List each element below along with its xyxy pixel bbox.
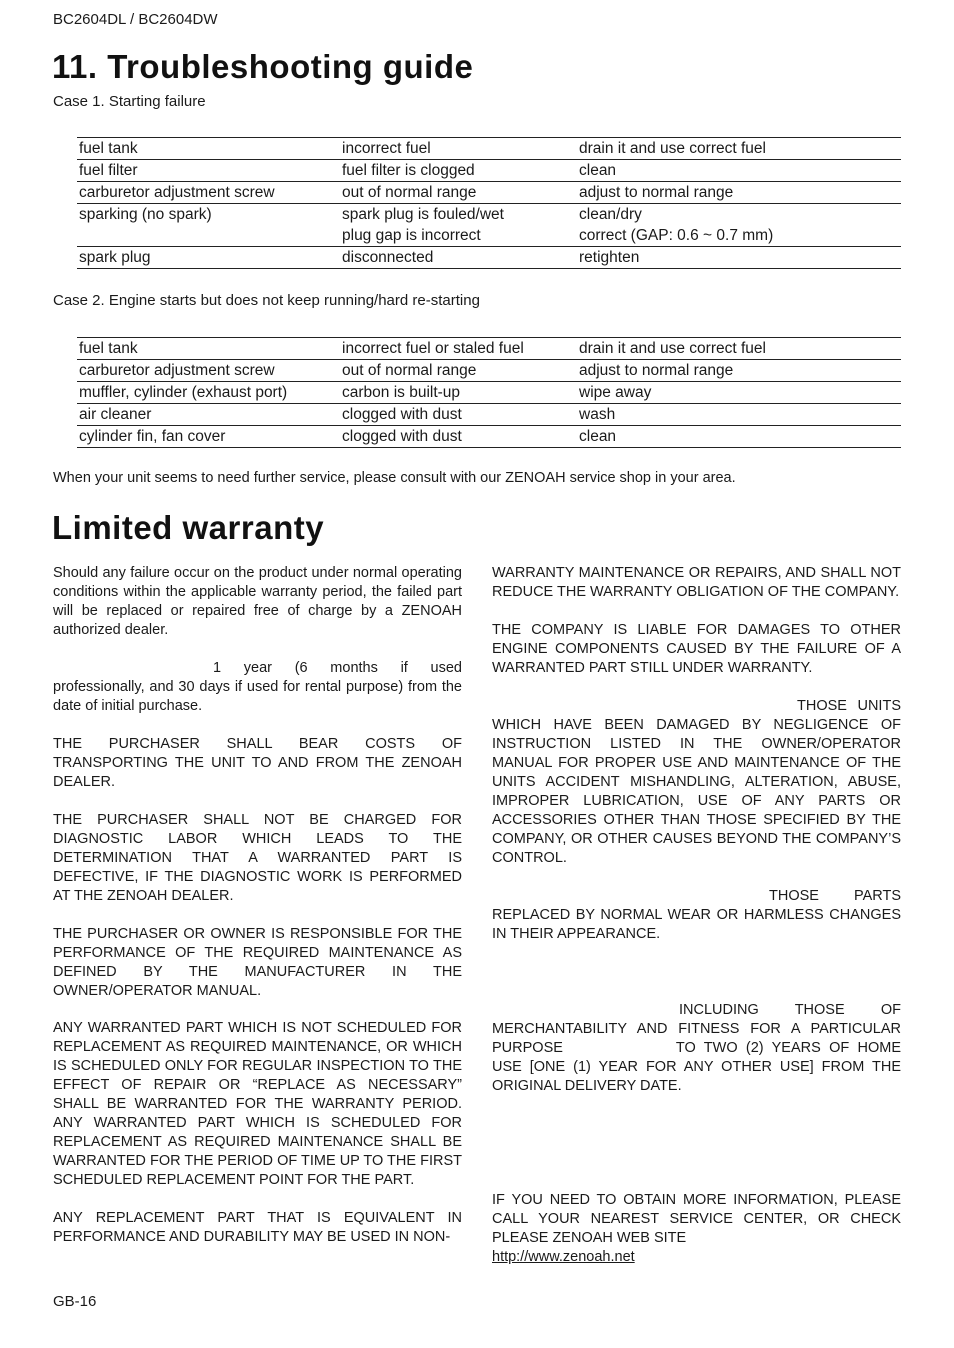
- table-row: [77, 338, 901, 360]
- warranty-contact-paragraph: [492, 1191, 901, 1267]
- part-cell: fuel tank: [77, 138, 340, 160]
- cause-cell: spark plug is fouled/wet: [340, 204, 577, 226]
- warranty-exclusion-parts: THOSE PARTS REPLACED BY NORMAL WEAR OR HARMLESS CHANGES IN THEIR APPEARANCE.: [492, 888, 901, 942]
- remedy-cell: clean: [577, 426, 901, 448]
- warranty-implied-text-b: TO TWO (2) YEARS OF HOME USE [ONE (1) YEAR FOR ANY OTHER USE] FROM THE ORIGINAL DELIVERY DATE.: [492, 1040, 901, 1094]
- case1-label: Case 1. Starting failure: [53, 93, 206, 110]
- warranty-paragraph: ANY REPLACEMENT PART THAT IS EQUIVALENT IN PERFORMANCE AND DURABILITY MAY BE USED IN NON-: [53, 1210, 462, 1245]
- warranty-paragraph: Should any failure occur on the product under normal operating conditions within the applicable warranty period, the failed part will be replaced or repaired free of charge by a ZENOAH authorized dealer.: [53, 565, 462, 638]
- remedy-cell: retighten: [577, 247, 901, 269]
- cause-cell: fuel filter is clogged: [340, 160, 577, 182]
- warranty-left-column: [53, 564, 462, 1247]
- warranty-implied-warranties: [492, 1001, 901, 1096]
- warranty-title: Limited warranty: [52, 509, 325, 546]
- warranty-paragraph: THE PURCHASER SHALL NOT BE CHARGED FOR DIAGNOSTIC LABOR WHICH LEADS TO THE DETERMINATION THAT A WARRANTED PART IS DEFECTIVE, IF THE DIAGNOSTIC WORK IS PERFORMED AT THE ZENOAH DEALER.: [53, 812, 462, 904]
- table-row: [77, 225, 901, 247]
- warranty-paragraph: THE PURCHASER OR OWNER IS RESPONSIBLE FOR THE PERFORMANCE OF THE REQUIRED MAINTENANCE AS DEFINED BY THE MANUFACTURER IN THE OWNER/OPERATOR MANUAL.: [53, 926, 462, 999]
- remedy-cell: wash: [577, 404, 901, 426]
- part-cell: fuel tank: [77, 338, 340, 360]
- table-row: [77, 426, 901, 448]
- table-row: [77, 247, 901, 269]
- table-row: [77, 138, 901, 160]
- remedy-cell: adjust to normal range: [577, 182, 901, 204]
- warranty-paragraph: WARRANTY MAINTENANCE OR REPAIRS, AND SHALL NOT REDUCE THE WARRANTY OBLIGATION OF THE COMPANY.: [492, 565, 901, 600]
- remedy-cell: wipe away: [577, 382, 901, 404]
- cause-cell: incorrect fuel or staled fuel: [340, 338, 577, 360]
- part-cell: sparking (no spark): [77, 204, 340, 226]
- case1-table: [77, 137, 901, 269]
- remedy-cell: clean/dry: [577, 204, 901, 226]
- cause-cell: out of normal range: [340, 360, 577, 382]
- table-row: [77, 404, 901, 426]
- warranty-contact-text: IF YOU NEED TO OBTAIN MORE INFORMATION, PLEASE CALL YOUR NEAREST SERVICE CENTER, OR CHECK PLEASE ZENOAH WEB SITE: [492, 1192, 901, 1246]
- part-cell: cylinder fin, fan cover: [77, 426, 340, 448]
- cause-cell: clogged with dust: [340, 426, 577, 448]
- warranty-period-paragraph: 1 year (6 months if used professionally, and 30 days if used for rental purpose) from the date of initial purchase.: [53, 660, 462, 714]
- troubleshooting-title: 11. Troubleshooting guide: [52, 48, 474, 85]
- cause-cell: out of normal range: [340, 182, 577, 204]
- part-cell: muffler, cylinder (exhaust port): [77, 382, 340, 404]
- cause-cell: clogged with dust: [340, 404, 577, 426]
- zenoah-website-link[interactable]: http://www.zenoah.net: [492, 1249, 635, 1265]
- part-cell: spark plug: [77, 247, 340, 269]
- remedy-cell: clean: [577, 160, 901, 182]
- cause-cell: plug gap is incorrect: [342, 227, 481, 244]
- warranty-right-column: [492, 564, 901, 1267]
- page-number: GB-16: [53, 1293, 97, 1310]
- part-cell: carburetor adjustment screw: [77, 360, 340, 382]
- remedy-cell: drain it and use correct fuel: [577, 338, 901, 360]
- remedy-cell: adjust to normal range: [577, 360, 901, 382]
- cause-cell: disconnected: [340, 247, 577, 269]
- table-row: [77, 160, 901, 182]
- warranty-paragraph: THE PURCHASER SHALL BEAR COSTS OF TRANSPORTING THE UNIT TO AND FROM THE ZENOAH DEALER.: [53, 736, 462, 790]
- warranty-exclusion-units: THOSE UNITS WHICH HAVE BEEN DAMAGED BY NEGLIGENCE OF INSTRUCTION LISTED IN THE OWNER/OPERATOR MANUAL FOR PROPER USE AND MAINTENANCE OF THE UNITS ACCIDENT MISHANDLING, ALTERATION, ABUSE, IMPROPER LUBRICATION, USE OF ANY PARTS OR ACCESSORIES OTHER THAN THOSE SPECIFIED BY THE COMPANY, OR OTHER CAUSES BEYOND THE COMPANY’S CONTROL.: [492, 698, 901, 866]
- part-cell: carburetor adjustment screw: [77, 182, 340, 204]
- remedy-cell: correct (GAP: 0.6 ~ 0.7 mm): [579, 227, 774, 244]
- cause-cell: incorrect fuel: [340, 138, 577, 160]
- warranty-paragraph: ANY WARRANTED PART WHICH IS NOT SCHEDULED FOR REPLACEMENT AS REQUIRED MAINTENANCE, OR WHICH IS SCHEDULED ONLY FOR REGULAR INSPECTION TO THE EFFECT OF REPAIR OR “REPLACE AS NECESSARY” SHALL BE WARRANTED FOR THE WARRANTY PERIOD. ANY WARRANTED PART WHICH IS SCHEDULED FOR REPLACEMENT AS REQUIRED MAINTENANCE SHALL BE WARRANTED FOR THE PERIOD OF TIME UP TO THE FIRST SCHEDULED REPLACEMENT POINT FOR THE PART.: [53, 1020, 462, 1188]
- service-note: When your unit seems to need further service, please consult with our ZENOAH service shop in your area.: [53, 470, 736, 486]
- table-row: [77, 204, 901, 226]
- part-cell: fuel filter: [77, 160, 340, 182]
- remedy-cell: drain it and use correct fuel: [577, 138, 901, 160]
- case2-table: [77, 337, 901, 448]
- warranty-implied-text-a: INCLUDING THOSE OF MERCHANTABILITY AND FITNESS FOR A PARTICULAR PURPOSE: [492, 1002, 901, 1056]
- part-cell: air cleaner: [77, 404, 340, 426]
- table-row: [77, 382, 901, 404]
- model-number: BC2604DL / BC2604DW: [53, 11, 218, 28]
- table-row: [77, 360, 901, 382]
- case2-label: Case 2. Engine starts but does not keep running/hard re-starting: [53, 292, 480, 309]
- warranty-paragraph: THE COMPANY IS LIABLE FOR DAMAGES TO OTHER ENGINE COMPONENTS CAUSED BY THE FAILURE OF A WARRANTED PART STILL UNDER WARRANTY.: [492, 622, 901, 676]
- part-cell: [77, 225, 340, 247]
- cause-cell: carbon is built-up: [340, 382, 577, 404]
- table-row: [77, 182, 901, 204]
